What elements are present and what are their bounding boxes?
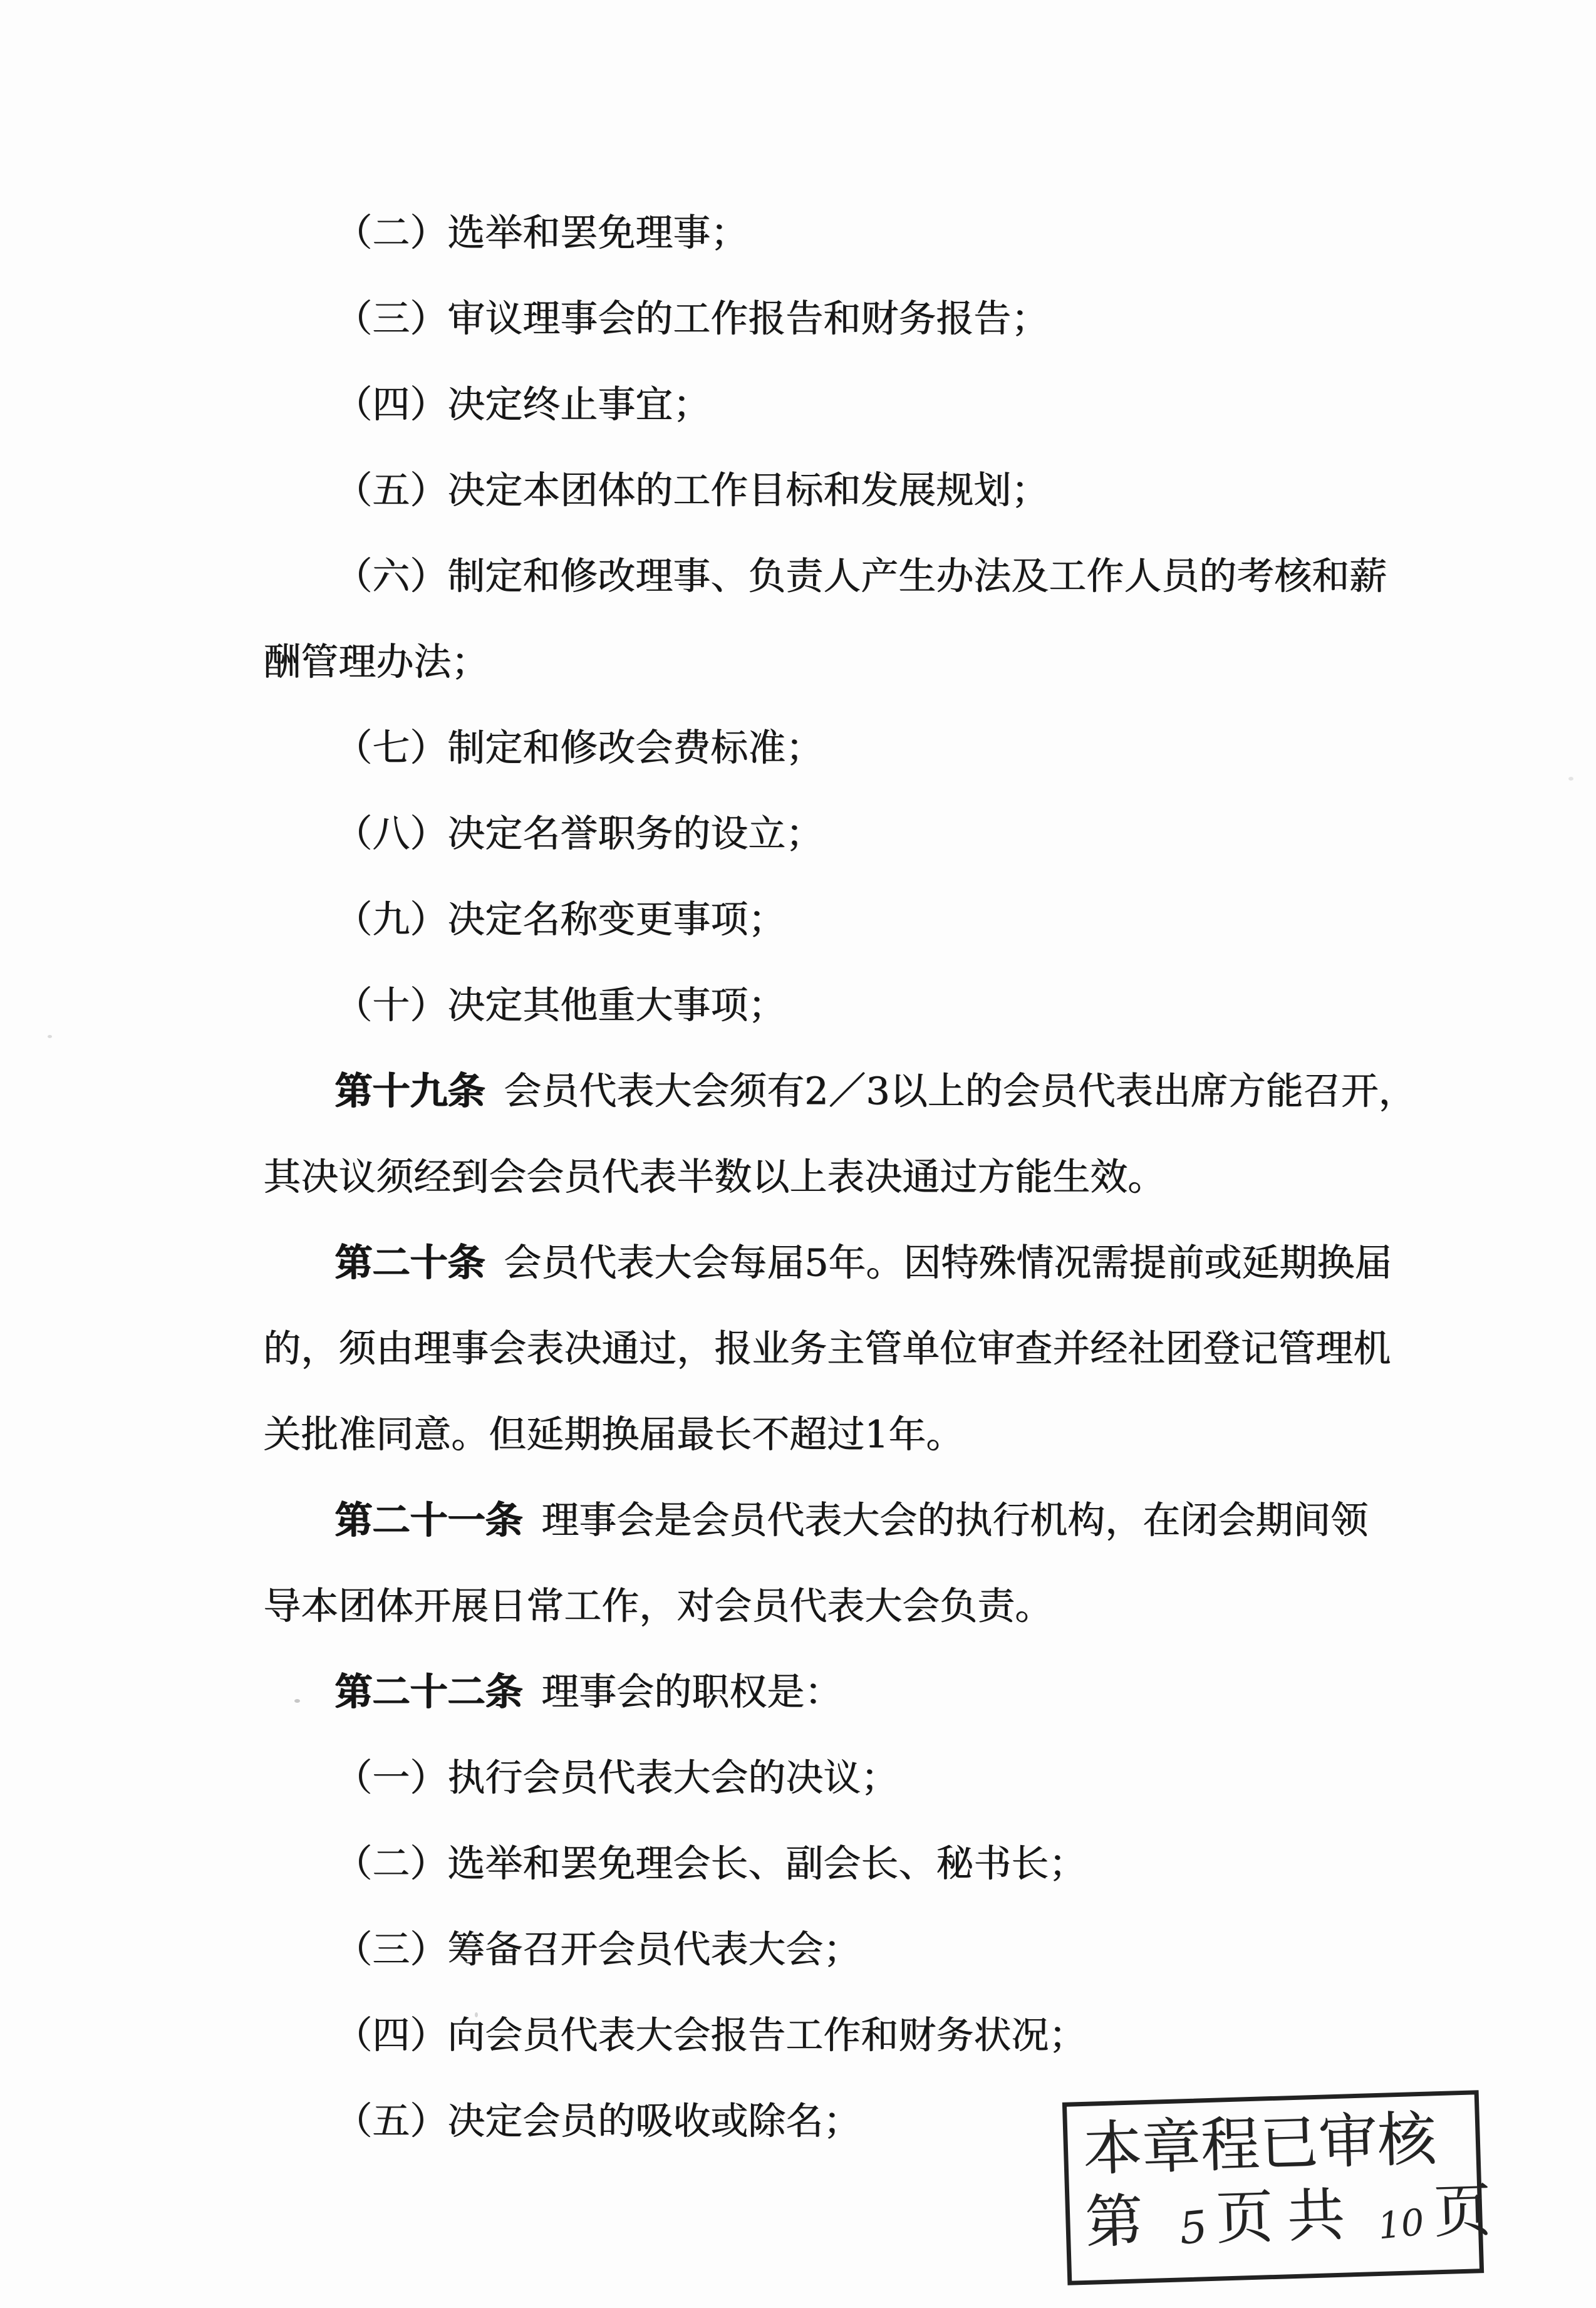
line-text: （六）制定和修改理事、负责人产生办法及工作人员的考核和薪 (334, 554, 1387, 598)
scan-speck (48, 1035, 52, 1038)
stamp-total-unit: 页 (1433, 2176, 1493, 2246)
scan-speck (1568, 777, 1573, 781)
text-line (263, 276, 1397, 362)
line-text: 其决议须经到会会员代表半数以上表决通过方能生效。 (263, 1155, 1165, 1199)
article-line (263, 1220, 1397, 1306)
line-text: （五）决定本团体的工作目标和发展规划； (334, 469, 1049, 512)
article-line (263, 1049, 1416, 1135)
line-text: 会员代表大会须有2／3以上的会员代表出席方能召开， (504, 1069, 1416, 1113)
text-line (263, 190, 1397, 276)
text-line (263, 534, 1397, 620)
text-line (263, 1392, 1397, 1478)
text-line (263, 877, 1397, 963)
line-text: 酬管理办法； (263, 640, 489, 684)
text-line (263, 620, 1397, 705)
handwritten-page-number: 5 (1176, 2200, 1210, 2255)
line-text: （二）选举和罢免理事； (334, 211, 748, 255)
line-text: 会员代表大会每届5年。因特殊情况需提前或延期换届 (504, 1241, 1392, 1285)
text-line (263, 1135, 1397, 1220)
text-line (263, 448, 1397, 534)
article-line (263, 1478, 1397, 1564)
line-text: （二）选举和罢免理会长、副会长、秘书长； (334, 1842, 1086, 1886)
line-text: （一）执行会员代表大会的决议； (334, 1756, 898, 1800)
line-text: （三）审议理事会的工作报告和财务报告； (334, 297, 1049, 341)
line-text: 导本团体开展日常工作，对会员代表大会负责。 (263, 1584, 1052, 1628)
line-text: （四）决定终止事宜； (334, 383, 710, 427)
article-number: 第十九条 (334, 1069, 485, 1113)
line-text: 理事会的职权是： (541, 1670, 842, 1714)
text-line (263, 1821, 1397, 1907)
article-number: 第二十条 (334, 1241, 485, 1285)
stamp-page-prefix: 第 (1084, 2187, 1144, 2256)
text-line (263, 1306, 1397, 1392)
stamp-page-unit: 页 (1215, 2183, 1275, 2252)
charter-text-block (263, 190, 1416, 2165)
stamp-total-prefix: 共 (1286, 2181, 1346, 2250)
line-text: （九）决定名称变更事项； (334, 898, 785, 942)
text-line (263, 791, 1397, 877)
stamp-reviewed-text: 本章程已审核 (1082, 2105, 1438, 2184)
article-line (263, 1650, 1397, 1735)
text-line (263, 1735, 1397, 1821)
line-text: （三）筹备召开会员代表大会； (334, 1928, 861, 1972)
line-text: （五）决定会员的吸收或除名； (334, 2099, 861, 2143)
text-line (263, 1907, 1397, 1993)
scan-speck (294, 1699, 300, 1703)
line-text: （八）决定名誉职务的设立； (334, 812, 823, 856)
line-text: 关批准同意。但延期换届最长不超过1年。 (263, 1413, 964, 1457)
text-line (263, 705, 1397, 791)
line-text: 理事会是会员代表大会的执行机构，在闭会期间领 (541, 1499, 1368, 1542)
line-text: 的，须由理事会表决通过，报业务主管单位审查并经社团登记管理机 (263, 1327, 1391, 1371)
article-number: 第二十一条 (334, 1499, 522, 1542)
line-text: （四）向会员代表大会报告工作和财务状况； (334, 2014, 1086, 2057)
text-line (263, 1993, 1397, 2079)
stamp-page-info (1084, 2176, 1493, 2264)
line-text: （七）制定和修改会费标准； (334, 726, 823, 770)
scan-speck (475, 2012, 478, 2017)
review-stamp (1062, 2090, 1493, 2285)
line-text: （十）决定其他重大事项； (334, 984, 785, 1027)
article-number: 第二十二条 (334, 1670, 522, 1714)
text-line (263, 362, 1397, 448)
text-line (263, 963, 1397, 1049)
text-line (263, 1564, 1397, 1650)
handwritten-total-pages: 10 (1376, 2200, 1426, 2248)
